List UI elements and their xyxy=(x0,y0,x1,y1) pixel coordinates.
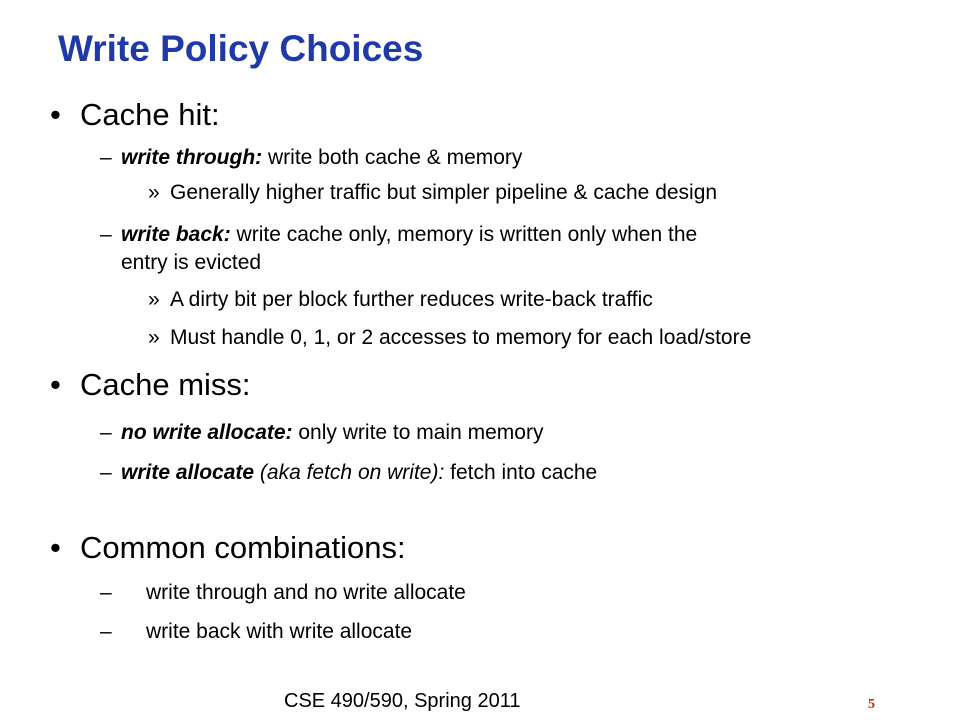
guillemet-icon: » xyxy=(148,288,160,311)
write-through-desc: write both cache & memory xyxy=(262,146,523,169)
dash-icon: – xyxy=(100,620,112,643)
bullet-dot-icon: • xyxy=(50,97,61,132)
dash-icon: – xyxy=(100,146,112,169)
write-back-note-1: A dirty bit per block further reduces write-back traffic xyxy=(170,288,653,311)
write-back-note-2: Must handle 0, 1, or 2 accesses to memory for each load/store xyxy=(170,326,752,349)
no-write-allocate-desc: only write to main memory xyxy=(292,421,544,444)
bullet-dot-icon: • xyxy=(50,530,61,565)
guillemet-icon: » xyxy=(148,181,160,204)
dash-icon: – xyxy=(100,223,112,246)
write-allocate-term: write allocate xyxy=(121,461,255,484)
combination-2-text: write back with write allocate xyxy=(146,620,413,643)
write-back-term: write back: xyxy=(121,223,231,246)
combination-1-text: write through and no write allocate xyxy=(146,581,466,604)
write-through-note: Generally higher traffic but simpler pipeline & cache design xyxy=(170,181,718,204)
slide-title: Write Policy Choices xyxy=(58,28,424,69)
write-through-text xyxy=(121,145,522,171)
write-back-desc-line1: write cache only, memory is written only when the xyxy=(230,223,698,246)
write-allocate-aka: (aka fetch on write): xyxy=(254,461,445,484)
cache-hit-label: Cache hit: xyxy=(80,97,220,132)
dash-icon: – xyxy=(100,581,112,604)
no-write-allocate-term: no write allocate: xyxy=(121,421,293,444)
write-back-text xyxy=(121,222,697,248)
dash-icon: – xyxy=(100,461,112,484)
dash-icon: – xyxy=(100,421,112,444)
page-number: 5 xyxy=(868,697,875,712)
bullet-dot-icon: • xyxy=(50,367,61,402)
cache-miss-label: Cache miss: xyxy=(80,367,251,402)
guillemet-icon: » xyxy=(148,326,160,349)
write-back-desc-line2: entry is evicted xyxy=(121,251,262,274)
write-allocate-text xyxy=(121,460,597,486)
footer-course: CSE 490/590, Spring 2011 xyxy=(284,690,521,712)
write-allocate-desc: fetch into cache xyxy=(444,461,598,484)
common-label: Common combinations: xyxy=(80,530,406,565)
no-write-allocate-text xyxy=(121,420,543,446)
write-through-term: write through: xyxy=(121,146,263,169)
